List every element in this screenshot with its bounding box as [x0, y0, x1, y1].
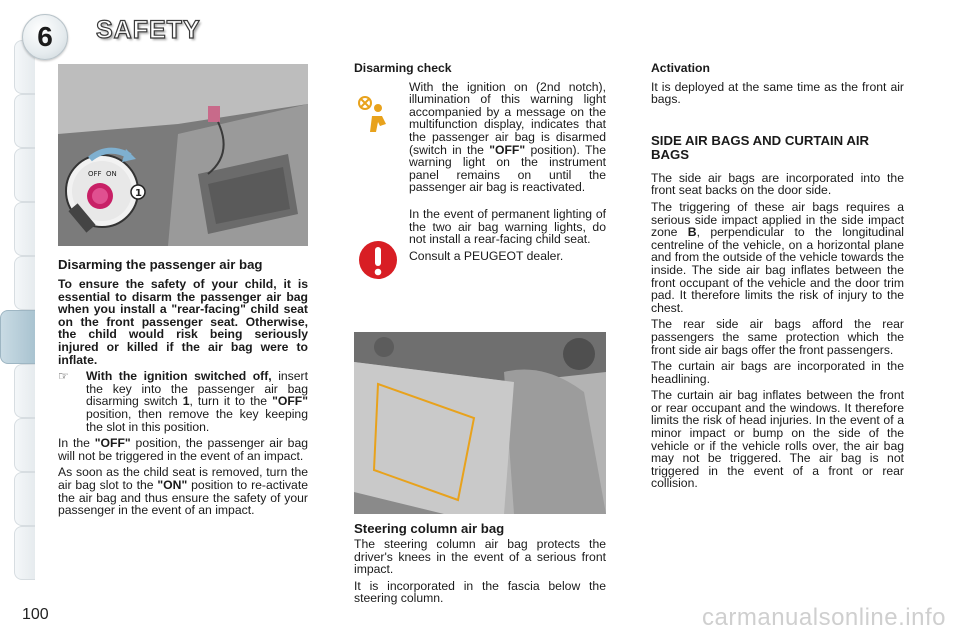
passenger-airbag-switch-photo: [58, 64, 308, 246]
section-heading-activation: Activation: [651, 61, 710, 75]
chapter-number-badge: [22, 14, 68, 60]
off-keyword: "OFF": [94, 436, 131, 451]
switch-marker-number: 1: [135, 188, 142, 199]
page-number: 100: [22, 606, 49, 623]
passenger-airbag-off-warning-icon: [354, 94, 390, 134]
section-heading-steering: Steering column air bag: [354, 521, 505, 536]
text-span: As soon as the child seat is removed, turn the air bag slot to the: [58, 465, 308, 492]
text-span: position, the passenger air bag will not be triggered in the event of an impact.: [58, 436, 308, 463]
chapter-tab-3[interactable]: [14, 148, 35, 202]
switch-off-label: OFF: [88, 170, 102, 178]
pointing-hand-icon: ☞: [58, 369, 69, 384]
steering-text-2: It is incorporated in the fascia below the steering column.: [354, 578, 606, 606]
section-heading-side-airbags: SIDE AIR BAGS AND CURTAIN AIR BAGS: [651, 132, 870, 162]
instruction-part3: position, then remove the key keeping the slot in this position.: [86, 406, 308, 434]
warning-exclamation-icon: [358, 240, 398, 280]
zone-label: B: [687, 225, 697, 240]
chapter-tabs: [0, 40, 34, 580]
page-title: SAFETY: [96, 16, 201, 44]
section-heading-disarming-check: Disarming check: [354, 61, 452, 75]
steering-column-section: [354, 522, 606, 609]
off-position-paragraph: [58, 437, 308, 462]
chapter-tab-8[interactable]: [14, 418, 35, 472]
permanent-lighting-warning: [409, 208, 606, 262]
side-airbag-text-2: [651, 201, 904, 314]
off-keyword: "OFF": [272, 394, 308, 409]
chapter-tab-10[interactable]: [14, 526, 35, 580]
consult-dealer-text: Consult a PEUGEOT dealer.: [409, 248, 564, 263]
steering-column-airbag-photo: [354, 332, 606, 514]
column-side-airbags: [651, 62, 904, 494]
chapter-tab-2[interactable]: [14, 94, 35, 148]
switch-number: 1: [182, 394, 190, 409]
chapter-tab-5[interactable]: [14, 256, 35, 310]
instruction-bullet: [58, 370, 308, 437]
watermark: carmanualsonline.info: [702, 604, 946, 631]
text-span: In the: [58, 436, 95, 451]
chapter-number: 6: [37, 21, 53, 52]
column-passenger-airbag: [58, 258, 308, 521]
text-span: , perpendicular to the longitudinal centreline of the vehicle, on a horizontal plane and from the outside of the vehicle towards the inside. The side air bag inflates between the front occupant of the vehicle and the door trim pad. It therefore limits the risk of injury to the chest.: [651, 225, 904, 315]
instruction-text: [86, 370, 308, 433]
rear-side-airbag-text: The rear side air bags afford the rear passengers the same protection which the front side air bags offer the front passengers.: [651, 317, 904, 357]
switch-on-label: ON: [106, 170, 117, 178]
chapter-tab-7[interactable]: [14, 364, 35, 418]
instruction-bold: With the ignition switched off,: [86, 369, 272, 384]
activation-text: It is deployed at the same time as the front air bags.: [651, 79, 904, 107]
child-safety-warning: To ensure the safety of your child, it is essential to disarm the passenger air bag when you install a "rear-facing" child seat on the front passenger seat. Otherwise, the child would risk being seriously injured or killed if the air bag were to inflate.: [58, 277, 308, 367]
reactivate-paragraph: [58, 466, 308, 516]
steering-text-1: The steering column air bag protects the driver's knees in the event of a serious front impact.: [354, 537, 606, 577]
column-disarming-check: [354, 62, 606, 266]
chapter-tab-6-active[interactable]: [0, 310, 35, 364]
text-span: With the ignition on (2nd notch), illumination of this warning light accompanied by a message on the multifunction display, indicates that the passenger air bag is disarmed (switch in the: [409, 79, 606, 157]
disarming-check-text: [409, 81, 606, 194]
instruction-part1: insert the key into the passenger air bag disarming switch: [86, 369, 308, 409]
chapter-tab-9[interactable]: [14, 472, 35, 526]
on-keyword: "ON": [157, 477, 188, 492]
curtain-airbag-text-1: The curtain air bags are incorporated in the headlining.: [651, 359, 904, 386]
off-keyword: "OFF": [489, 142, 526, 157]
text-span: position). The warning light on the instrument panel remains on until the passenger air bag is reactivated.: [409, 142, 606, 195]
curtain-airbag-text-2: The curtain air bag inflates between the front or rear occupant and the windows. It therefore limits the risk of head injuries. In the event of a minor impact or bump on the side of the vehicle or if the vehicle rolls over, the air bag may not be triggered. The air bag is not triggered in the event of a front or rear collision.: [651, 388, 904, 491]
section-heading-disarming: Disarming the passenger air bag: [58, 257, 263, 272]
instruction-part2: , turn it to the: [189, 394, 273, 409]
text-span: The triggering of these air bags requires a serious side impact applied in the side impact zone: [651, 199, 904, 240]
permanent-lighting-text: In the event of permanent lighting of the two air bag warning lights, do not install a rear-facing child seat.: [409, 206, 606, 247]
chapter-tab-4[interactable]: [14, 202, 35, 256]
text-span: position to re-activate the air bag and thus ensure the safety of your passenger in the event of an impact.: [58, 477, 308, 518]
side-airbag-text-1: The side air bags are incorporated into the front seat backs on the door side.: [651, 170, 904, 198]
